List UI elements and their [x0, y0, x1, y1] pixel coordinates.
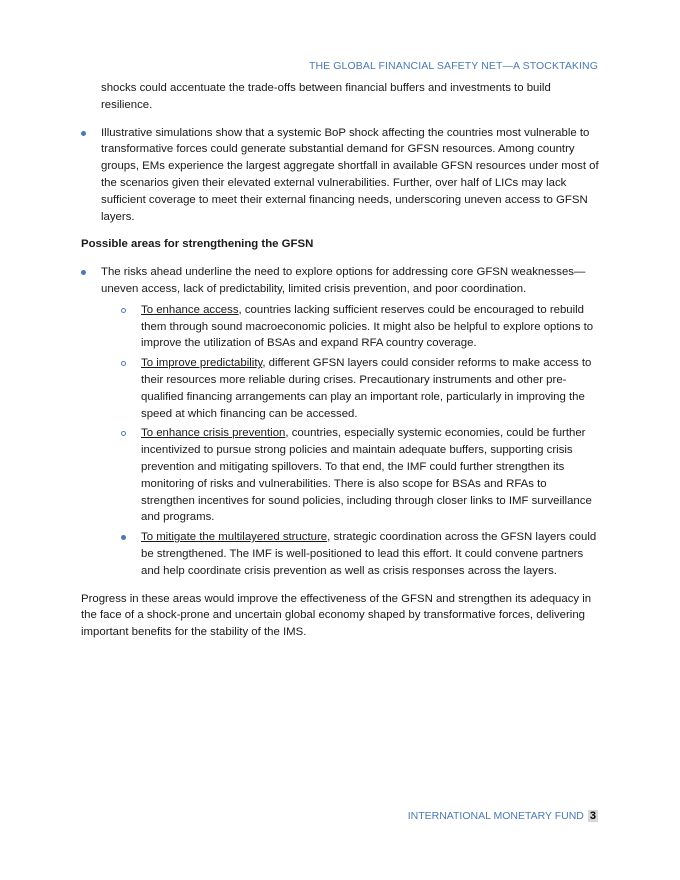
running-header: THE GLOBAL FINANCIAL SAFETY NET—A STOCKTAKING: [308, 60, 598, 72]
bullet-text: The risks ahead underline the need to explore options for addressing core GFSN weaknesses—uneven access, lack of predictability, limited crisis prevention, and poor coordination.: [101, 266, 586, 295]
sub-item-text: , countries lacking sufficient reserves could be encouraged to rebuild them through sound macroeconomic policies. It might also be helpful to explore options to improve the utilization of BSAs and expand RFA country coverage.: [141, 303, 594, 350]
sub-item-access: [141, 302, 599, 352]
page-footer: [408, 810, 598, 822]
sub-item-lead: To mitigate the multilayered structure: [141, 531, 328, 544]
hollow-bullet-icon: [121, 431, 126, 436]
continued-paragraph: shocks could accentuate the trade-offs between financial buffers and investments to build resilience.: [101, 82, 551, 111]
sub-item-text: , strategic coordination across the GFSN layers could be strengthened. The IMF is well-positioned to lead this effort. It could convene partners and help coordinate crisis prevention as well as crisis responses across the layers.: [141, 531, 597, 577]
closing-paragraph: Progress in these areas would improve the effectiveness of the GFSN and strengthen its adequacy in the face of a shock-prone and uncertain global economy shaped by transformative forces, delivering important benefits for the stability of the IMS.: [81, 592, 592, 639]
sub-item-crisis-prevention: [141, 425, 599, 526]
sub-item-multilayered: [141, 529, 599, 579]
sub-item-predictability: [141, 355, 599, 422]
section-heading: Possible areas for strengthening the GFSN: [81, 238, 314, 251]
sub-list: [101, 302, 599, 580]
page-number: 3: [589, 810, 596, 822]
bullet-text: Illustrative simulations show that a systemic BoP shock affecting the countries most vulnerable to transformative forces could generate substantial demand for GFSN resources. Among country groups, EMs experience the largest aggregate shortfall in available GFSN resources under most of the scenarios given their elevated external vulnerabilities. Further, over half of LICs may lack sufficient coverage to meet their external financing needs, underscoring uneven access to GFSN layers.: [101, 126, 599, 223]
hollow-bullet-icon: [121, 308, 126, 313]
sub-item-lead: To improve predictability: [141, 357, 263, 370]
bullet-item-risks: [81, 264, 599, 579]
document-body: [81, 80, 599, 641]
sub-item-text: , countries, especially systemic economies, could be further incentivized to pursue strong policies and maintain adequate buffers, supporting crisis prevention and mitigating spillovers. To that end, the IMF could further strengthen its monitoring of risks and vulnerabilities. There is also scope for BSAs and RFAs to strengthen incentives for sound policies, including through closer links to IMF surveillance and programs.: [141, 427, 592, 524]
sub-item-lead: To enhance access: [141, 303, 239, 316]
sub-item-lead: To enhance crisis prevention: [141, 427, 286, 440]
hollow-bullet-icon: [121, 361, 126, 366]
bullet-dot-icon: [81, 270, 86, 275]
bullet-dot-icon: [81, 131, 86, 136]
bullet-dot-icon: [121, 535, 126, 540]
sub-item-text: , different GFSN layers could consider reforms to make access to their resources more reliable during crises. Precautionary instruments and other pre-qualified financing arrangements can play an important role, particularly in improving the speed at which financing can be accessed.: [141, 357, 592, 420]
footer-publisher: INTERNATIONAL MONETARY FUND: [407, 810, 584, 822]
bullet-item-simulations: [81, 125, 599, 226]
